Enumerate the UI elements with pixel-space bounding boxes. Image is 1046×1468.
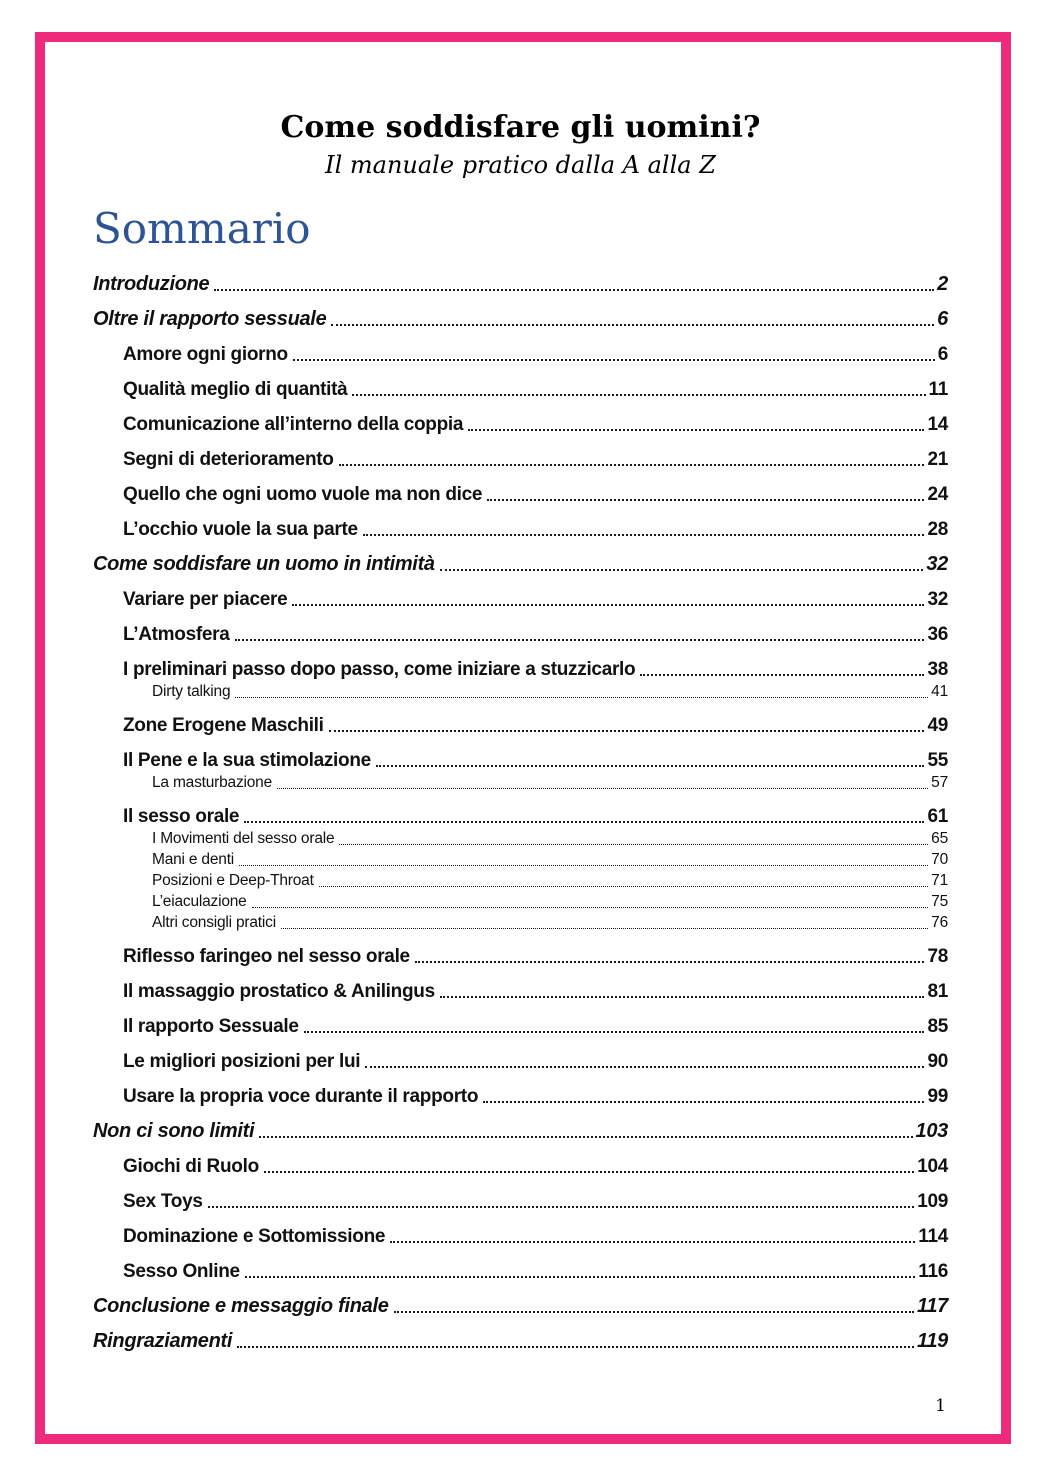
toc-entry[interactable]: [123, 519, 948, 540]
toc-leader-dots: [640, 674, 924, 676]
document-title: Come soddisfare gli uomini?: [280, 110, 761, 145]
toc-leader-dots: [259, 1136, 912, 1138]
toc-leader-dots: [244, 821, 924, 823]
toc-entry-label: Le migliori posizioni per lui: [123, 1051, 361, 1073]
toc-entry-label: Riflesso faringeo nel sesso orale: [123, 946, 410, 968]
toc-leader-dots: [239, 865, 928, 866]
toc-leader-dots: [487, 499, 924, 501]
toc-leader-dots: [237, 1346, 914, 1348]
toc-leader-dots: [281, 928, 928, 929]
toc-entry-page: 32: [926, 553, 948, 576]
toc-entry-page: 14: [927, 414, 948, 436]
toc-leader-dots: [468, 429, 924, 431]
toc-leader-dots: [415, 961, 925, 963]
toc-leader-dots: [292, 604, 924, 606]
toc-entry-label: Sesso Online: [123, 1261, 240, 1283]
toc-entry-label: Conclusione e messaggio finale: [93, 1295, 389, 1318]
toc-leader-dots: [376, 765, 925, 767]
toc-entry[interactable]: [152, 851, 948, 869]
toc-entry[interactable]: [93, 274, 948, 295]
toc-entry[interactable]: [93, 1296, 948, 1317]
toc-leader-dots: [208, 1206, 915, 1208]
toc-entry[interactable]: [93, 1331, 948, 1352]
toc-entry-page: 71: [931, 872, 948, 890]
toc-entry-label: Oltre il rapporto sessuale: [93, 308, 327, 331]
toc-entry-page: 103: [915, 1120, 948, 1143]
toc-entry-label: Altri consigli pratici: [152, 914, 276, 932]
toc-leader-dots: [390, 1241, 915, 1243]
toc-entry-label: Dominazione e Sottomissione: [123, 1226, 386, 1248]
toc-entry-page: 36: [927, 624, 948, 646]
page-content: [45, 42, 1003, 1434]
toc-entry-label: Comunicazione all’interno della coppia: [123, 414, 464, 436]
toc-entry-label: Il Pene e la sua stimolazione: [123, 750, 371, 772]
toc-entry-label: L’Atmosfera: [123, 624, 230, 646]
toc-entry-page: 61: [927, 806, 948, 828]
title-block: [93, 110, 948, 180]
toc-entry[interactable]: [152, 683, 948, 701]
toc-entry-label: Come soddisfare un uomo in intimità: [93, 553, 435, 576]
toc-entry-label: L’occhio vuole la sua parte: [123, 519, 358, 541]
toc-leader-dots: [235, 639, 925, 641]
toc-entry-page: 70: [931, 851, 948, 869]
toc-entry-page: 116: [918, 1261, 948, 1283]
toc-entry-page: 57: [931, 774, 948, 792]
toc-entry[interactable]: [152, 774, 948, 792]
toc-entry-page: 41: [931, 683, 948, 701]
toc-entry-label: Qualità meglio di quantità: [123, 379, 348, 401]
toc-entry[interactable]: [123, 414, 948, 435]
toc-entry-page: 65: [931, 830, 948, 848]
toc-entry-page: 6: [937, 344, 948, 366]
toc-entry-label: Quello che ogni uomo vuole ma non dice: [123, 484, 483, 506]
toc-entry-page: 24: [927, 484, 948, 506]
toc-entry-label: Il rapporto Sessuale: [123, 1016, 299, 1038]
toc-entry-page: 38: [927, 659, 948, 681]
toc-entry[interactable]: [123, 1226, 948, 1247]
toc-entry-label: Zone Erogene Maschili: [123, 715, 324, 737]
toc-entry[interactable]: [123, 624, 948, 645]
toc-entry[interactable]: [152, 830, 948, 848]
toc-leader-dots: [363, 534, 925, 536]
toc-entry[interactable]: [123, 981, 948, 1002]
toc-entry[interactable]: [93, 554, 948, 575]
toc-entry-label: Sex Toys: [123, 1191, 203, 1213]
toc-entry-page: 90: [927, 1051, 948, 1073]
toc-entry[interactable]: [123, 1191, 948, 1212]
toc-leader-dots: [252, 907, 929, 908]
toc-entry[interactable]: [123, 1051, 948, 1072]
toc-entry-page: 75: [931, 893, 948, 911]
toc-entry-page: 21: [927, 449, 948, 471]
toc-entry-page: 109: [917, 1191, 948, 1213]
toc-entry-page: 104: [917, 1156, 948, 1178]
toc-entry-label: Non ci sono limiti: [93, 1120, 255, 1143]
toc-entry[interactable]: [123, 449, 948, 470]
toc-entry-label: La masturbazione: [152, 774, 273, 792]
toc-entry-label: I preliminari passo dopo passo, come iniziare a stuzzicarlo: [123, 659, 636, 681]
toc-entry[interactable]: [123, 715, 948, 736]
toc-entry-label: Amore ogni giorno: [123, 344, 288, 366]
toc-entry[interactable]: [123, 1156, 948, 1177]
toc-entry[interactable]: [123, 1086, 948, 1107]
toc-entry-label: Giochi di Ruolo: [123, 1156, 259, 1178]
toc-entry[interactable]: [123, 806, 948, 827]
toc-heading: Sommario: [93, 204, 311, 253]
toc-entry-label: L’eiaculazione: [152, 893, 247, 911]
toc-leader-dots: [339, 844, 928, 845]
toc-entry[interactable]: [123, 484, 948, 505]
toc-entry-label: Il massaggio prostatico & Anilingus: [123, 981, 435, 1003]
toc-leader-dots: [339, 464, 925, 466]
toc-leader-dots: [304, 1031, 925, 1033]
toc-entry-page: 28: [927, 519, 948, 541]
toc-entry-label: Ringraziamenti: [93, 1330, 233, 1353]
toc-entry-page: 117: [917, 1295, 948, 1318]
toc-entry-page: 99: [927, 1086, 948, 1108]
toc-entry[interactable]: [152, 872, 948, 890]
toc-leader-dots: [319, 886, 928, 887]
toc-entry-page: 76: [931, 914, 948, 932]
toc-leader-dots: [440, 569, 924, 571]
toc-leader-dots: [440, 996, 925, 998]
toc-leader-dots: [331, 324, 934, 326]
toc-entry-label: Variare per piacere: [123, 589, 288, 611]
toc-entry-label: Introduzione: [93, 273, 210, 296]
toc-entry-label: Posizioni e Deep-Throat: [152, 872, 314, 890]
toc-entry-label: Il sesso orale: [123, 806, 240, 828]
footer-page-number: 1: [935, 1396, 946, 1416]
toc-leader-dots: [277, 788, 928, 789]
toc-entry[interactable]: [123, 589, 948, 610]
toc-entry-page: 11: [928, 379, 948, 401]
toc-leader-dots: [245, 1276, 915, 1278]
toc-entry-page: 81: [927, 981, 948, 1003]
toc-entry-page: 49: [927, 715, 948, 737]
toc-leader-dots: [235, 697, 928, 698]
toc-entry-label: Usare la propria voce durante il rapporto: [123, 1086, 479, 1108]
document-subtitle: Il manuale pratico dalla A alla Z: [325, 151, 716, 179]
toc-entry-label: Mani e denti: [152, 851, 235, 869]
toc-leader-dots: [264, 1171, 914, 1173]
toc-entry[interactable]: [152, 893, 948, 911]
toc-entry[interactable]: [123, 1016, 948, 1037]
toc-entry-page: 119: [917, 1330, 948, 1353]
toc-entry[interactable]: [93, 309, 948, 330]
toc-leader-dots: [214, 289, 934, 291]
toc-entry[interactable]: [123, 1261, 948, 1282]
toc-entry-page: 55: [927, 750, 948, 772]
toc-entry[interactable]: [123, 379, 948, 400]
toc-leader-dots: [329, 730, 925, 732]
toc-entry-page: 2: [937, 273, 948, 296]
toc-entry-page: 78: [927, 946, 948, 968]
toc-entry[interactable]: [152, 914, 948, 932]
toc-leader-dots: [483, 1101, 924, 1103]
toc-leader-dots: [293, 359, 935, 361]
toc-entry[interactable]: [123, 946, 948, 967]
toc-entry-label: I Movimenti del sesso orale: [152, 830, 335, 848]
toc-leader-dots: [394, 1311, 914, 1313]
toc-leader-dots: [352, 394, 925, 396]
toc-entry[interactable]: [123, 344, 948, 365]
toc-list: [93, 274, 948, 1352]
toc-entry[interactable]: [123, 750, 948, 771]
toc-entry-page: 114: [918, 1226, 948, 1248]
toc-entry[interactable]: [123, 659, 948, 680]
toc-entry-label: Dirty talking: [152, 683, 231, 701]
toc-entry-page: 6: [937, 308, 948, 331]
toc-entry-label: Segni di deterioramento: [123, 449, 334, 471]
toc-entry-page: 85: [927, 1016, 948, 1038]
toc-leader-dots: [365, 1066, 924, 1068]
toc-entry-page: 32: [927, 589, 948, 611]
toc-entry[interactable]: [93, 1121, 948, 1142]
